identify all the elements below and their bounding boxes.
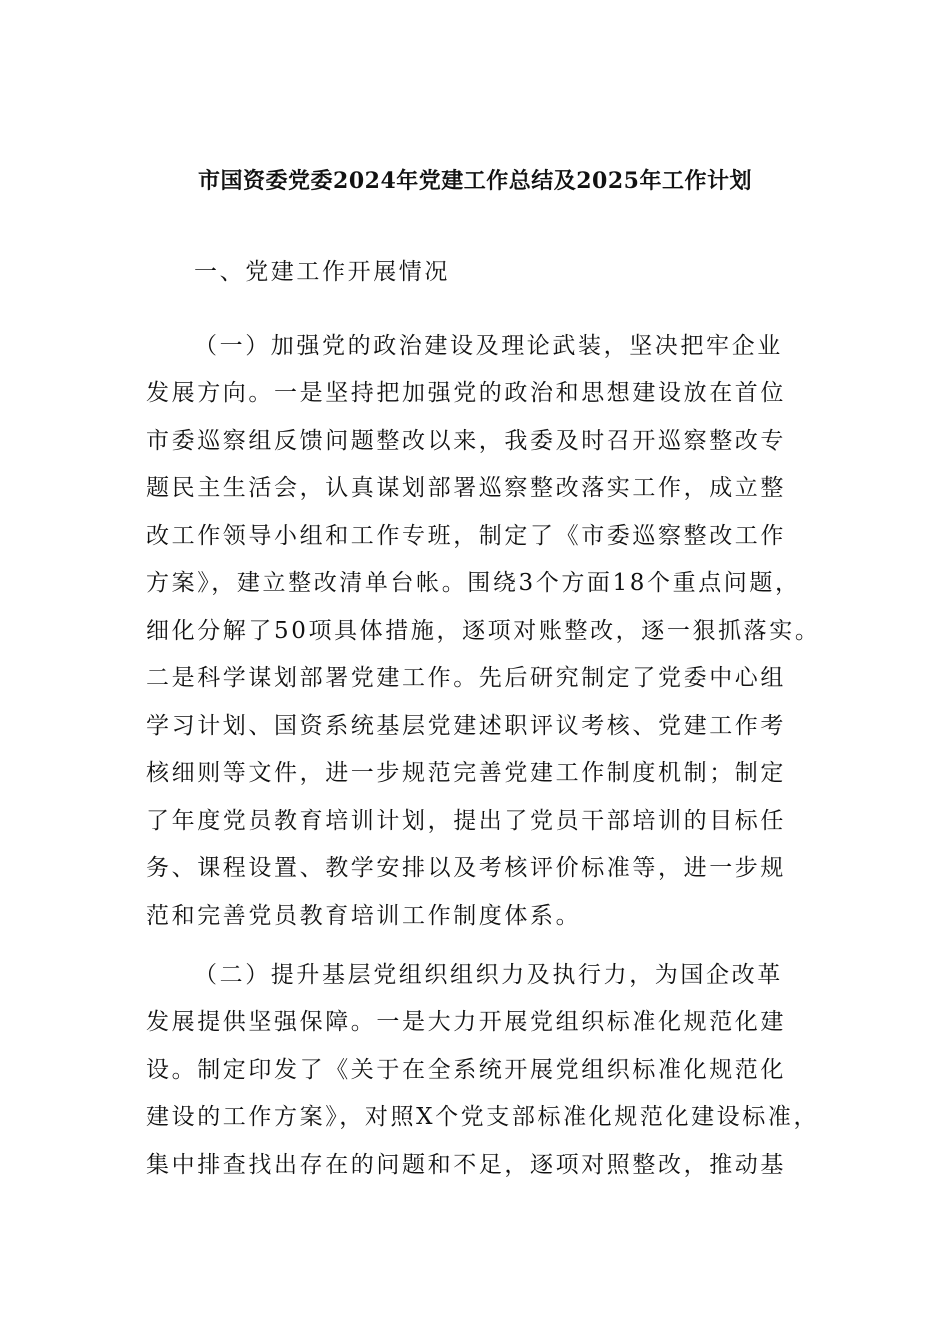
paragraph-line: 集中排查找出存在的问题和不足，逐项对照整改，推动基 (146, 1152, 786, 1178)
paragraph-line: 设。制定印发了《关于在全系统开展党组织标准化规范化 (146, 1057, 786, 1083)
paragraph-line: 建设的工作方案》，对照X个党支部标准化规范化建设标准， (146, 1104, 820, 1130)
paragraph-line: 了年度党员教育培训计划，提出了党员干部培训的目标任 (146, 808, 786, 834)
section-heading: 一、党建工作开展情况 (194, 259, 450, 285)
paragraph-line: 市委巡察组反馈问题整改以来，我委及时召开巡察整改专 (146, 428, 786, 454)
paragraph-line: 学习计划、国资系统基层党建述职评议考核、党建工作考 (146, 713, 786, 739)
paragraph-line: 细化分解了50项具体措施，逐项对账整改，逐一狠抓落实。 (146, 618, 821, 644)
paragraph-line: 方案》，建立整改清单台帐。围绕3个方面18个重点问题， (146, 570, 801, 596)
paragraph-line: （一）加强党的政治建设及理论武装，坚决把牢企业 (194, 333, 783, 359)
paragraph-line: （二）提升基层党组织组织力及执行力，为国企改革 (194, 962, 783, 988)
paragraph-line: 核细则等文件，进一步规范完善党建工作制度机制；制定 (146, 760, 786, 786)
paragraph-line: 务、课程设置、教学安排以及考核评价标准等，进一步规 (146, 855, 786, 881)
paragraph-line: 改工作领导小组和工作专班，制定了《市委巡察整改工作 (146, 523, 786, 549)
document-title: 市国资委党委2024年党建工作总结及2025年工作计划 (198, 168, 752, 194)
paragraph-line: 范和完善党员教育培训工作制度体系。 (146, 903, 582, 929)
paragraph-line: 二是科学谋划部署党建工作。先后研究制定了党委中心组 (146, 665, 786, 691)
paragraph-line: 题民主生活会，认真谋划部署巡察整改落实工作，成立整 (146, 475, 786, 501)
paragraph-line: 发展提供坚强保障。一是大力开展党组织标准化规范化建 (146, 1009, 786, 1035)
paragraph-line: 发展方向。一是坚持把加强党的政治和思想建设放在首位 (146, 380, 786, 406)
